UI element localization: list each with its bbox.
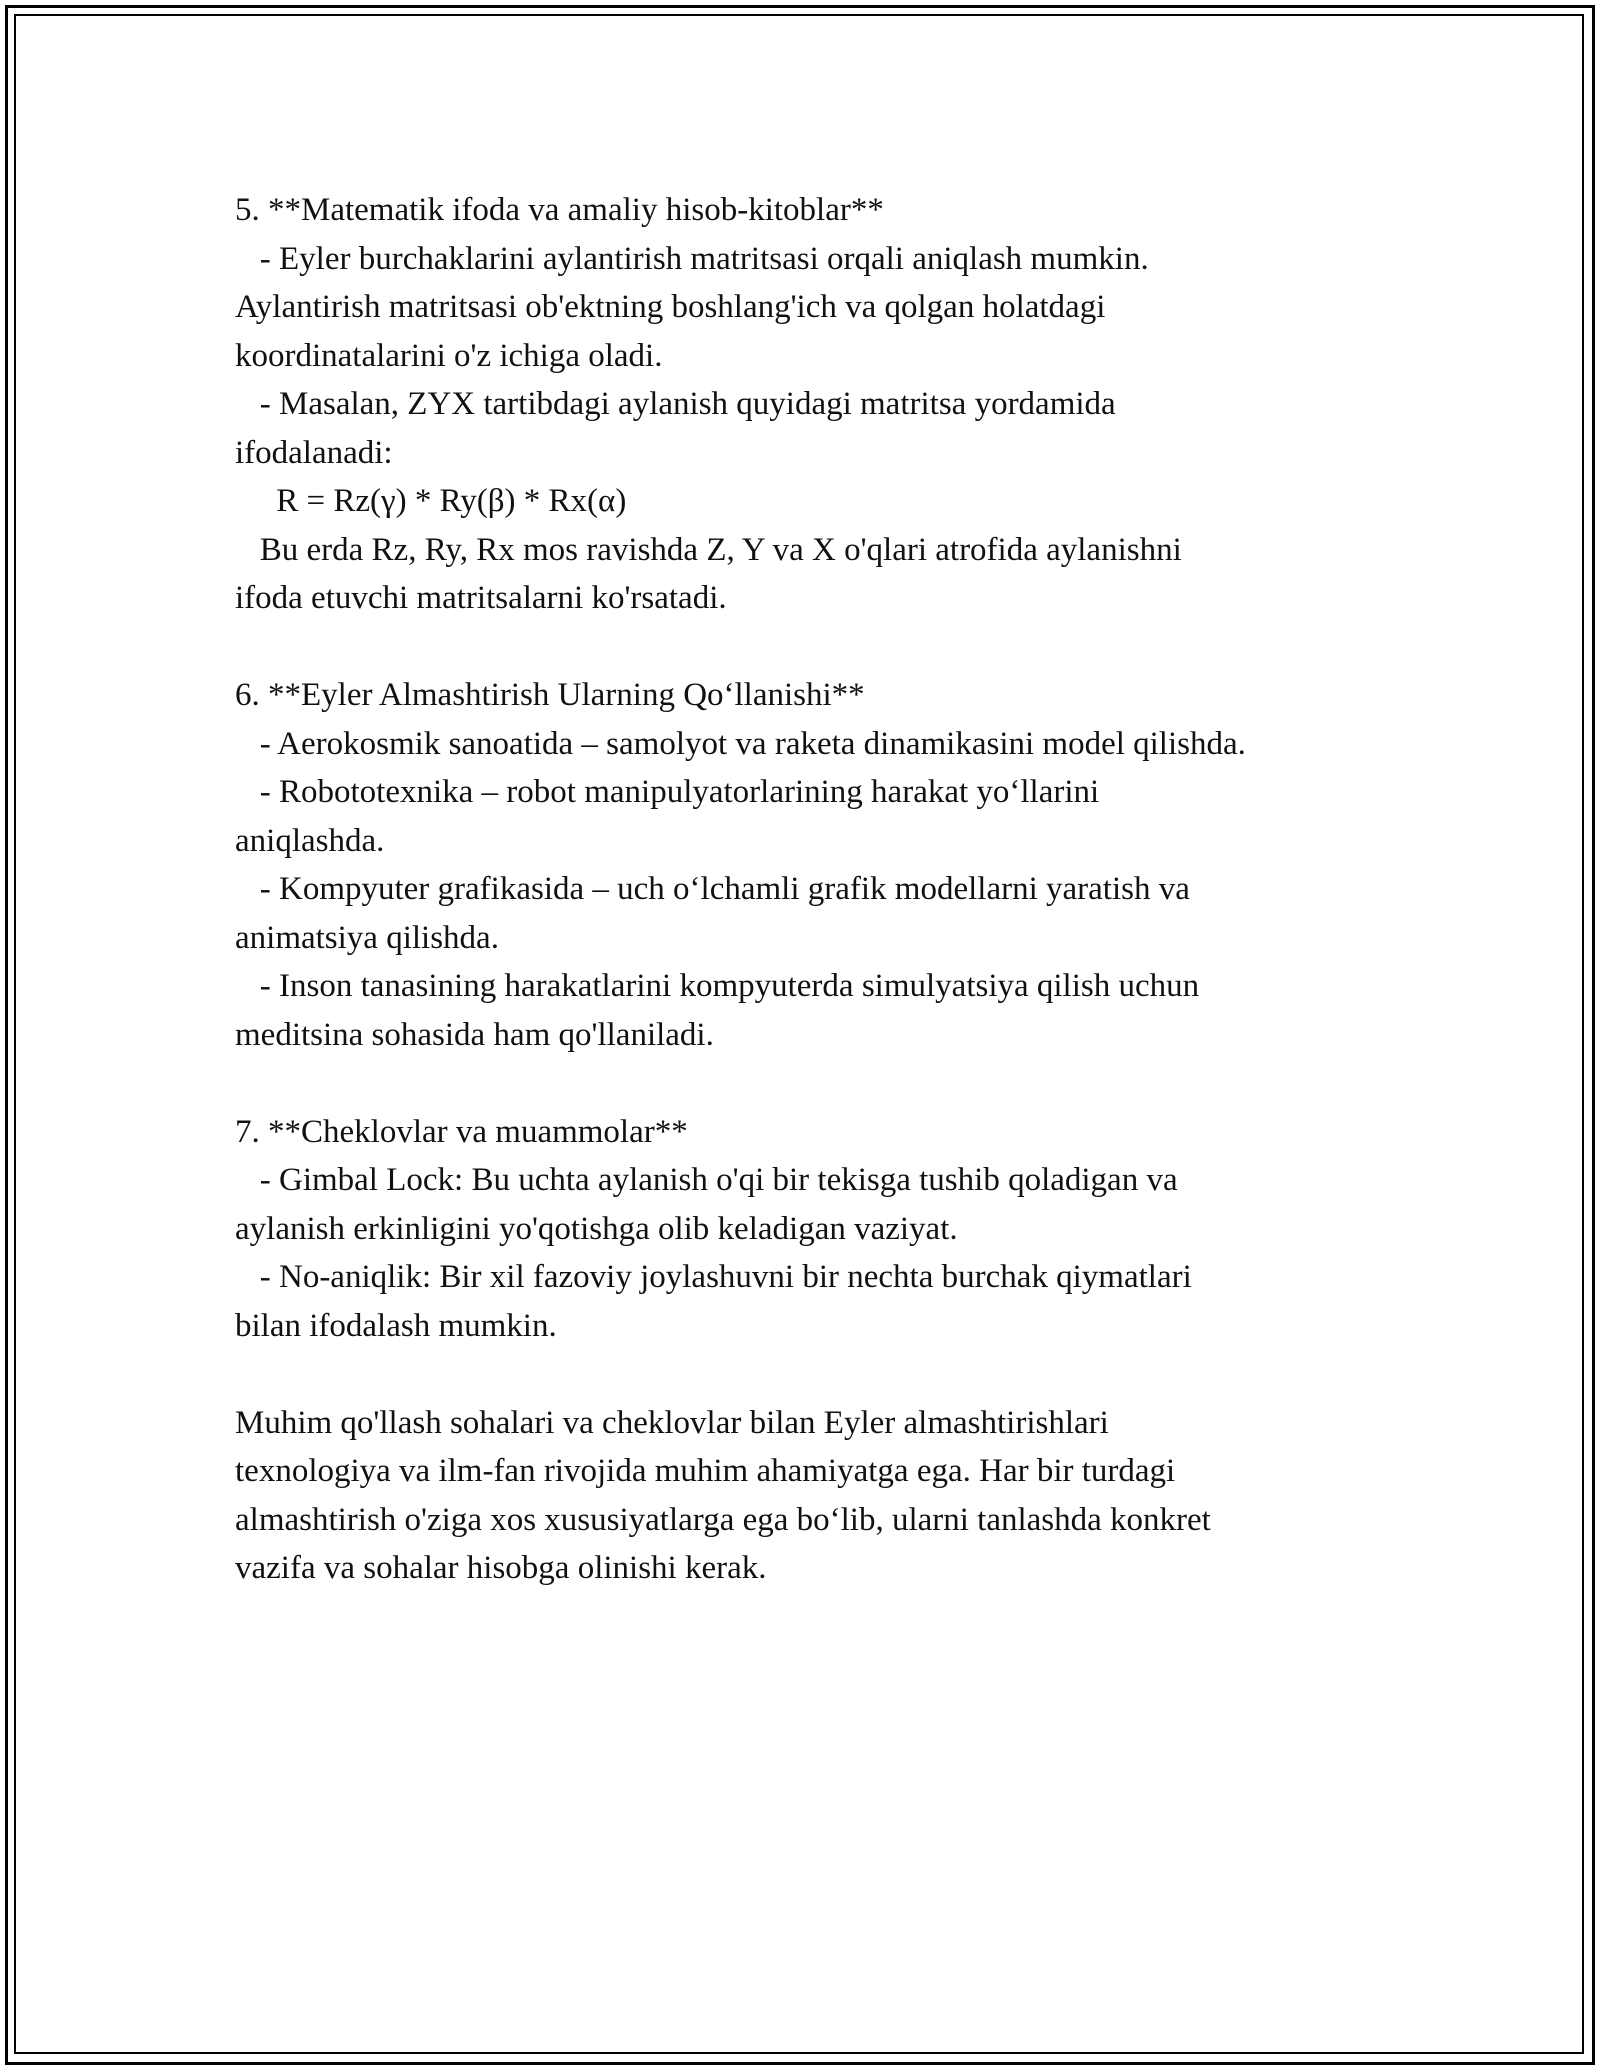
text-line: - Inson tanasining harakatlarini kompyuterda simulyatsiya qilish uchun xyxy=(235,968,1200,1004)
conclusion-line: vazifa va sohalar hisobga olinishi kerak. xyxy=(235,1550,767,1586)
text-line: meditsina sohasida ham qo'llaniladi. xyxy=(235,1016,714,1053)
section-6-heading: 6. **Eyler Almashtirish Ularning Qo‘llanishi** xyxy=(235,677,865,713)
text-line: koordinatalarini o'z ichiga oladi. xyxy=(235,337,663,374)
text-line: Aylantirish matritsasi ob'ektning boshlang'ich va qolgan holatdagi xyxy=(235,289,1106,325)
conclusion-line: Muhim qo'llash sohalari va cheklovlar bilan Eyler almashtirishlari xyxy=(235,1404,1109,1441)
blank-line xyxy=(235,1350,1415,1399)
text-line: Bu erda Rz, Ry, Rx mos ravishda Z, Y va X o'qlari atrofida aylanishni xyxy=(235,531,1182,568)
blank-line xyxy=(235,1059,1415,1108)
conclusion-line: almashtirish o'ziga xos xususiyatlarga ega bo‘lib, ularni tanlashda konkret xyxy=(235,1501,1211,1538)
text-line: - Kompyuter grafikasida – uch o‘lchamli grafik modellarni yaratish va xyxy=(235,871,1190,907)
text-line: - No-aniqlik: Bir xil fazoviy joylashuvni bir nechta burchak qiymatlari xyxy=(235,1259,1192,1295)
text-line: ifodalanadi: xyxy=(235,434,393,471)
text-line: aniqlashda. xyxy=(235,822,385,859)
section-5-heading: 5. **Matematik ifoda va amaliy hisob-kitoblar** xyxy=(235,192,884,228)
blank-line xyxy=(235,623,1415,672)
text-line: animatsiya qilishda. xyxy=(235,919,499,956)
text-line: ifoda etuvchi matritsalarni ko'rsatadi. xyxy=(235,580,727,616)
text-line: - Robototexnika – robot manipulyatorlarining harakat yo‘llarini xyxy=(235,774,1100,810)
formula-line: R = Rz(γ) * Ry(β) * Rx(α) xyxy=(235,483,627,519)
document-body xyxy=(235,186,1415,1593)
text-line: - Aerokosmik sanoatida – samolyot va raketa dinamikasini model qilishda. xyxy=(235,725,1246,762)
text-line: - Eyler burchaklarini aylantirish matritsasi orqali aniqlash mumkin. xyxy=(235,240,1149,277)
text-line: - Masalan, ZYX tartibdagi aylanish quyidagi matritsa yordamida xyxy=(235,386,1116,422)
section-7-heading: 7. **Cheklovlar va muammolar** xyxy=(235,1113,688,1150)
text-line: aylanish erkinligini yo'qotishga olib keladigan vaziyat. xyxy=(235,1210,958,1247)
text-line: bilan ifodalash mumkin. xyxy=(235,1307,557,1344)
text-line: - Gimbal Lock: Bu uchta aylanish o'qi bir tekisga tushib qoladigan va xyxy=(235,1162,1178,1198)
conclusion-line: texnologiya va ilm-fan rivojida muhim ahamiyatga ega. Har bir turdagi xyxy=(235,1453,1176,1489)
